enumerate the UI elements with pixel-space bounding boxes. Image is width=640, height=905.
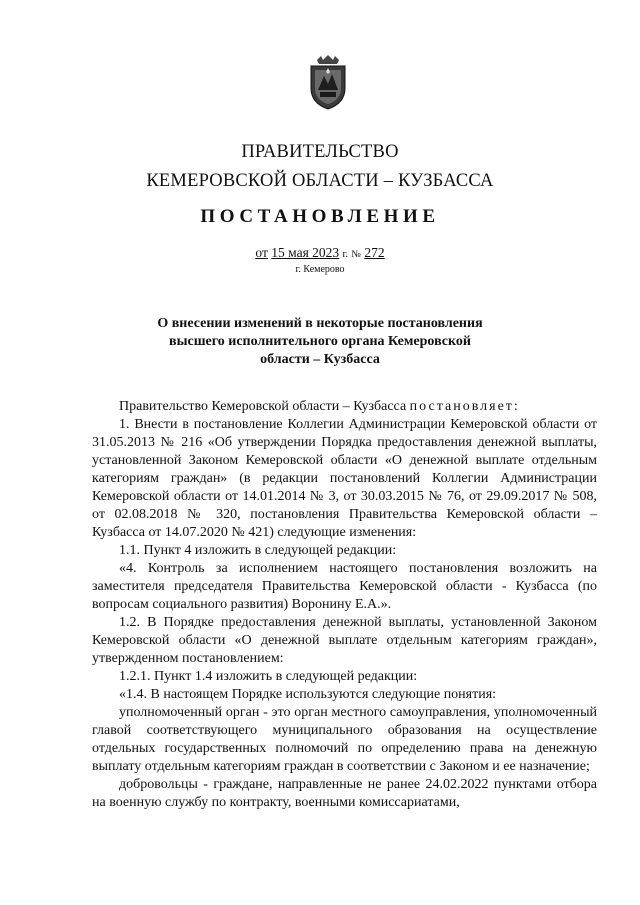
year-suffix: г. <box>342 249 349 260</box>
intro-verb: постановляет: <box>409 399 520 414</box>
coat-of-arms-emblem <box>307 54 349 110</box>
intro-text: Правительство Кемеровской области – Кузбасса <box>119 399 407 414</box>
document-number: 272 <box>364 245 385 260</box>
paragraph-1-2: 1.2. В Порядке предоставления денежной выплаты, установленной Законом Кемеровской области «О денежной выплате отдельным категориям граждан», утвержденном постановлением: <box>92 615 597 666</box>
document-city: г. Кемерово <box>295 264 345 275</box>
paragraph-1-2-1: 1.2.1. Пункт 1.4 изложить в следующей редакции: <box>119 669 418 684</box>
document-date: 15 мая 2023 <box>271 245 340 260</box>
paragraph-1: 1. Внести в постановление Коллегии Администрации Кемеровской области от 31.05.2013 № 216 «Об утверждении Порядка предоставления денежной выплаты, установленной Законом Кемеровской области «О денежной выплате отдельным категориям граждан» (в редакции постановлений Коллегии Администрации Кемеровской области от 14.01.2014 № 3, от 30.03.2015 № 76, от 29.09.2017 № 508, от 02.08.2018 № 320, постановления Правительства Кемеровской области – Кузбасса от 14.07.2020 № 421) следующие изменения: <box>92 417 597 540</box>
subject-line-3: области – Кузбасса <box>260 352 380 367</box>
government-name-line1: ПРАВИТЕЛЬСТВО <box>241 142 399 162</box>
definition-volunteers: добровольцы - граждане, направленные не ранее 24.02.2022 пунктами отбора на военную службу по контракту, военными комиссариатами, <box>92 777 597 810</box>
definition-authorized-body: уполномоченный орган - это орган местного самоуправления, уполномоченный главой соответствующего муниципального образования на осуществление отдельных государственных полномочий по определению права на денежную выплату отдельным категориям граждан в соответствии с Законом и ее назначение; <box>92 705 597 774</box>
document-date-line <box>0 245 640 263</box>
date-prefix: от <box>255 245 268 260</box>
body-intro <box>92 398 597 416</box>
number-sign: № <box>351 249 361 260</box>
document-type-title: ПОСТАНОВЛЕНИЕ <box>200 206 440 227</box>
document-subject <box>0 315 640 369</box>
paragraph-4-text: «4. Контроль за исполнением настоящего постановления возложить на заместителя председателя Правительства Кемеровской области - Кузбасса (по вопросам социального развития) Воронину Е.А.». <box>92 561 597 612</box>
paragraph-1-4-text: «1.4. В настоящем Порядке используются следующие понятия: <box>119 687 497 702</box>
government-name-line2: КЕМЕРОВСКОЙ ОБЛАСТИ – КУЗБАССА <box>146 171 494 191</box>
document-body <box>92 398 597 812</box>
paragraph-1-1: 1.1. Пункт 4 изложить в следующей редакции: <box>119 543 397 558</box>
subject-line-1: О внесении изменений в некоторые постановления <box>157 316 483 331</box>
subject-line-2: высшего исполнительного органа Кемеровской <box>169 334 471 349</box>
